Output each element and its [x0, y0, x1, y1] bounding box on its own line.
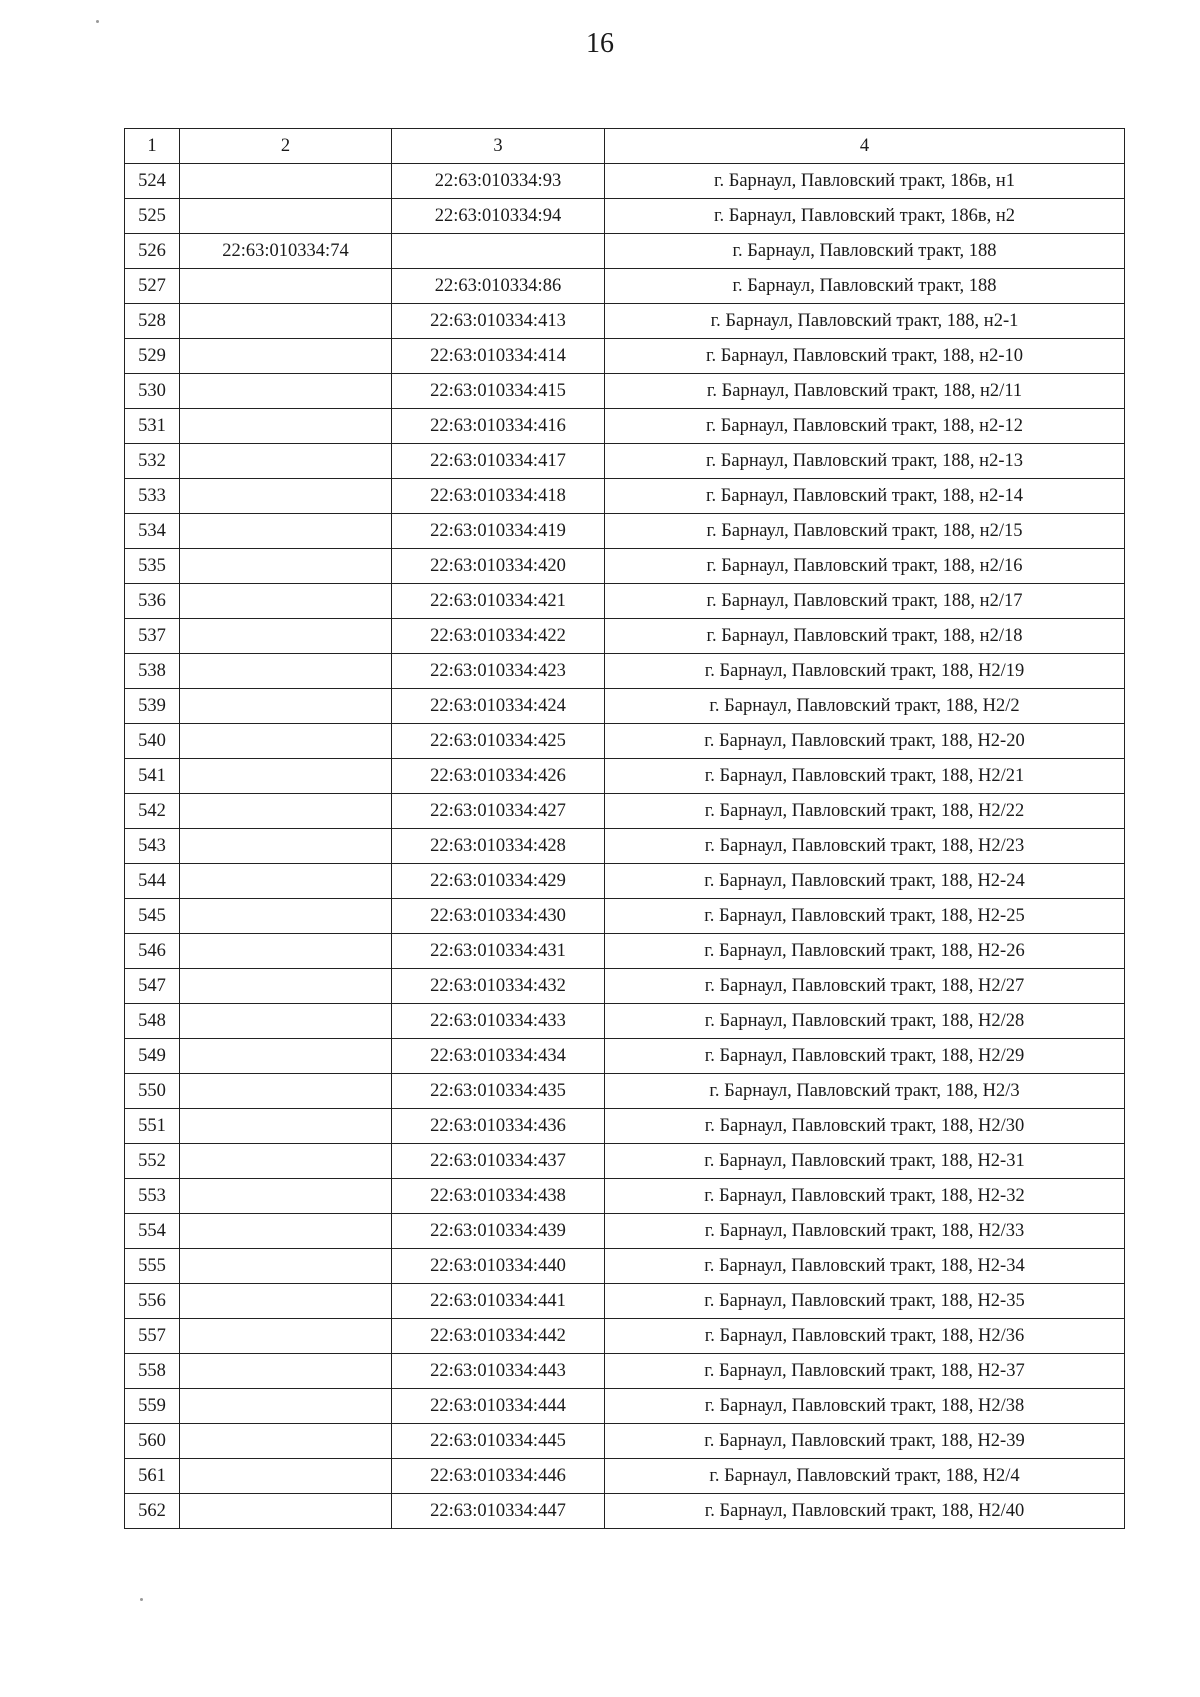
row-number-cell: 557 — [125, 1319, 180, 1354]
cadastral-number-land-cell — [180, 199, 392, 234]
cadastral-number-land-cell — [180, 899, 392, 934]
cadastral-number-land-cell — [180, 549, 392, 584]
address-cell: г. Барнаул, Павловский тракт, 188, н2/11 — [605, 374, 1125, 409]
table-row — [125, 724, 1125, 759]
cadastral-number-object-cell: 22:63:010334:415 — [392, 374, 605, 409]
cadastral-number-object-cell: 22:63:010334:434 — [392, 1039, 605, 1074]
table-row — [125, 514, 1125, 549]
cadastral-number-land-cell — [180, 479, 392, 514]
table-row — [125, 199, 1125, 234]
address-cell: г. Барнаул, Павловский тракт, 188 — [605, 234, 1125, 269]
table-row — [125, 759, 1125, 794]
address-cell: г. Барнаул, Павловский тракт, 188, Н2-26 — [605, 934, 1125, 969]
cadastral-number-land-cell — [180, 1214, 392, 1249]
cadastral-number-object-cell: 22:63:010334:413 — [392, 304, 605, 339]
row-number-cell: 532 — [125, 444, 180, 479]
address-cell: г. Барнаул, Павловский тракт, 188, Н2/4 — [605, 1459, 1125, 1494]
table-row — [125, 479, 1125, 514]
address-cell: г. Барнаул, Павловский тракт, 188, н2/18 — [605, 619, 1125, 654]
address-cell: г. Барнаул, Павловский тракт, 188, Н2/30 — [605, 1109, 1125, 1144]
cadastral-number-object-cell: 22:63:010334:417 — [392, 444, 605, 479]
cadastral-number-object-cell: 22:63:010334:421 — [392, 584, 605, 619]
address-cell: г. Барнаул, Павловский тракт, 188, Н2/33 — [605, 1214, 1125, 1249]
address-cell: г. Барнаул, Павловский тракт, 188, н2/15 — [605, 514, 1125, 549]
cadastral-number-land-cell — [180, 654, 392, 689]
cadastral-number-object-cell: 22:63:010334:440 — [392, 1249, 605, 1284]
cadastral-number-object-cell: 22:63:010334:422 — [392, 619, 605, 654]
cadastral-number-land-cell — [180, 1284, 392, 1319]
table-row — [125, 1074, 1125, 1109]
cadastral-number-land-cell — [180, 1494, 392, 1529]
address-cell: г. Барнаул, Павловский тракт, 188 — [605, 269, 1125, 304]
cadastral-number-land-cell — [180, 759, 392, 794]
table-row — [125, 1109, 1125, 1144]
cadastral-number-land-cell — [180, 339, 392, 374]
cadastral-number-land-cell — [180, 409, 392, 444]
address-cell: г. Барнаул, Павловский тракт, 188, Н2/21 — [605, 759, 1125, 794]
table-row — [125, 794, 1125, 829]
table-row — [125, 584, 1125, 619]
row-number-cell: 544 — [125, 864, 180, 899]
cadastral-number-object-cell: 22:63:010334:447 — [392, 1494, 605, 1529]
cadastral-number-land-cell — [180, 1039, 392, 1074]
cadastral-number-object-cell: 22:63:010334:430 — [392, 899, 605, 934]
address-cell: г. Барнаул, Павловский тракт, 188, Н2/22 — [605, 794, 1125, 829]
table-row — [125, 969, 1125, 1004]
address-cell: г. Барнаул, Павловский тракт, 188, Н2/3 — [605, 1074, 1125, 1109]
scan-speck — [96, 20, 99, 23]
row-number-cell: 539 — [125, 689, 180, 724]
row-number-cell: 536 — [125, 584, 180, 619]
table-row — [125, 864, 1125, 899]
cadastral-number-object-cell: 22:63:010334:427 — [392, 794, 605, 829]
page-number: 16 — [586, 28, 614, 59]
cadastral-number-object-cell: 22:63:010334:418 — [392, 479, 605, 514]
row-number-cell: 529 — [125, 339, 180, 374]
cadastral-number-object-cell: 22:63:010334:414 — [392, 339, 605, 374]
row-number-cell: 559 — [125, 1389, 180, 1424]
table-row — [125, 1284, 1125, 1319]
cadastral-number-object-cell: 22:63:010334:442 — [392, 1319, 605, 1354]
row-number-cell: 561 — [125, 1459, 180, 1494]
cadastral-number-object-cell: 22:63:010334:93 — [392, 164, 605, 199]
table-row — [125, 1389, 1125, 1424]
cadastral-number-land-cell — [180, 689, 392, 724]
address-cell: г. Барнаул, Павловский тракт, 188, Н2/40 — [605, 1494, 1125, 1529]
address-cell: г. Барнаул, Павловский тракт, 188, Н2/2 — [605, 689, 1125, 724]
table-row — [125, 444, 1125, 479]
cadastral-number-object-cell: 22:63:010334:431 — [392, 934, 605, 969]
column-header-1: 1 — [125, 129, 180, 164]
row-number-cell: 534 — [125, 514, 180, 549]
table-row — [125, 1319, 1125, 1354]
table-row — [125, 1179, 1125, 1214]
address-cell: г. Барнаул, Павловский тракт, 188, Н2-24 — [605, 864, 1125, 899]
cadastral-number-land-cell — [180, 619, 392, 654]
row-number-cell: 548 — [125, 1004, 180, 1039]
row-number-cell: 551 — [125, 1109, 180, 1144]
table-row — [125, 374, 1125, 409]
row-number-cell: 528 — [125, 304, 180, 339]
cadastral-number-object-cell: 22:63:010334:433 — [392, 1004, 605, 1039]
address-cell: г. Барнаул, Павловский тракт, 188, н2-10 — [605, 339, 1125, 374]
address-cell: г. Барнаул, Павловский тракт, 186в, н2 — [605, 199, 1125, 234]
cadastral-number-land-cell — [180, 829, 392, 864]
cadastral-number-object-cell: 22:63:010334:416 — [392, 409, 605, 444]
table-row — [125, 829, 1125, 864]
table-row — [125, 654, 1125, 689]
cadastral-number-object-cell: 22:63:010334:419 — [392, 514, 605, 549]
cadastral-number-object-cell: 22:63:010334:437 — [392, 1144, 605, 1179]
address-cell: г. Барнаул, Павловский тракт, 188, Н2/38 — [605, 1389, 1125, 1424]
row-number-cell: 553 — [125, 1179, 180, 1214]
table-row — [125, 1144, 1125, 1179]
address-cell: г. Барнаул, Павловский тракт, 188, Н2-25 — [605, 899, 1125, 934]
cadastral-number-land-cell — [180, 374, 392, 409]
row-number-cell: 558 — [125, 1354, 180, 1389]
table-row — [125, 1039, 1125, 1074]
address-cell: г. Барнаул, Павловский тракт, 186в, н1 — [605, 164, 1125, 199]
table-row — [125, 339, 1125, 374]
cadastral-number-land-cell — [180, 864, 392, 899]
table-row — [125, 549, 1125, 584]
column-header-4: 4 — [605, 129, 1125, 164]
row-number-cell: 555 — [125, 1249, 180, 1284]
cadastral-number-land-cell — [180, 1319, 392, 1354]
cadastral-number-land-cell — [180, 1424, 392, 1459]
address-cell: г. Барнаул, Павловский тракт, 188, Н2/27 — [605, 969, 1125, 1004]
cadastral-number-object-cell: 22:63:010334:420 — [392, 549, 605, 584]
row-number-cell: 562 — [125, 1494, 180, 1529]
cadastral-number-land-cell — [180, 969, 392, 1004]
column-header-2: 2 — [180, 129, 392, 164]
row-number-cell: 535 — [125, 549, 180, 584]
row-number-cell: 543 — [125, 829, 180, 864]
cadastral-number-object-cell: 22:63:010334:441 — [392, 1284, 605, 1319]
row-number-cell: 525 — [125, 199, 180, 234]
table-row — [125, 1459, 1125, 1494]
table-row — [125, 899, 1125, 934]
table-row — [125, 1249, 1125, 1284]
row-number-cell: 546 — [125, 934, 180, 969]
cadastral-number-land-cell — [180, 164, 392, 199]
address-cell: г. Барнаул, Павловский тракт, 188, Н2-34 — [605, 1249, 1125, 1284]
cadastral-number-object-cell: 22:63:010334:439 — [392, 1214, 605, 1249]
row-number-cell: 560 — [125, 1424, 180, 1459]
cadastral-number-land-cell — [180, 1074, 392, 1109]
address-cell: г. Барнаул, Павловский тракт, 188, Н2/36 — [605, 1319, 1125, 1354]
table-row — [125, 409, 1125, 444]
row-number-cell: 537 — [125, 619, 180, 654]
cadastral-number-land-cell — [180, 304, 392, 339]
cadastral-number-object-cell: 22:63:010334:435 — [392, 1074, 605, 1109]
row-number-cell: 541 — [125, 759, 180, 794]
table-row — [125, 234, 1125, 269]
scan-speck — [140, 1598, 143, 1601]
cadastral-number-land-cell — [180, 1354, 392, 1389]
row-number-cell: 554 — [125, 1214, 180, 1249]
cadastral-number-object-cell: 22:63:010334:423 — [392, 654, 605, 689]
cadastral-number-land-cell — [180, 269, 392, 304]
column-header-3: 3 — [392, 129, 605, 164]
address-cell: г. Барнаул, Павловский тракт, 188, Н2-35 — [605, 1284, 1125, 1319]
row-number-cell: 526 — [125, 234, 180, 269]
cadastral-number-land-cell — [180, 934, 392, 969]
row-number-cell: 556 — [125, 1284, 180, 1319]
cadastral-number-land-cell — [180, 514, 392, 549]
cadastral-number-land-cell — [180, 1004, 392, 1039]
cadastral-number-object-cell: 22:63:010334:443 — [392, 1354, 605, 1389]
address-cell: г. Барнаул, Павловский тракт, 188, н2-14 — [605, 479, 1125, 514]
cadastral-number-object-cell: 22:63:010334:94 — [392, 199, 605, 234]
cadastral-number-land-cell — [180, 444, 392, 479]
table-row — [125, 934, 1125, 969]
cadastral-number-land-cell — [180, 1109, 392, 1144]
table-body — [125, 164, 1125, 1529]
address-cell: г. Барнаул, Павловский тракт, 188, н2/16 — [605, 549, 1125, 584]
cadastral-number-land-cell — [180, 1249, 392, 1284]
cadastral-number-object-cell: 22:63:010334:438 — [392, 1179, 605, 1214]
address-cell: г. Барнаул, Павловский тракт, 188, Н2-31 — [605, 1144, 1125, 1179]
table-row — [125, 1424, 1125, 1459]
cadastral-number-object-cell: 22:63:010334:425 — [392, 724, 605, 759]
address-cell: г. Барнаул, Павловский тракт, 188, Н2/23 — [605, 829, 1125, 864]
row-number-cell: 533 — [125, 479, 180, 514]
cadastral-number-object-cell: 22:63:010334:429 — [392, 864, 605, 899]
cadastral-number-land-cell — [180, 584, 392, 619]
cadastral-number-object-cell: 22:63:010334:424 — [392, 689, 605, 724]
row-number-cell: 549 — [125, 1039, 180, 1074]
cadastral-number-object-cell: 22:63:010334:426 — [392, 759, 605, 794]
row-number-cell: 547 — [125, 969, 180, 1004]
table-row — [125, 1494, 1125, 1529]
table-row — [125, 1004, 1125, 1039]
address-cell: г. Барнаул, Павловский тракт, 188, н2/17 — [605, 584, 1125, 619]
cadastral-number-object-cell: 22:63:010334:446 — [392, 1459, 605, 1494]
table-row — [125, 269, 1125, 304]
address-cell: г. Барнаул, Павловский тракт, 188, Н2-32 — [605, 1179, 1125, 1214]
row-number-cell: 550 — [125, 1074, 180, 1109]
cadastral-number-object-cell — [392, 234, 605, 269]
cadastral-number-object-cell: 22:63:010334:436 — [392, 1109, 605, 1144]
address-cell: г. Барнаул, Павловский тракт, 188, н2-13 — [605, 444, 1125, 479]
address-cell: г. Барнаул, Павловский тракт, 188, Н2-37 — [605, 1354, 1125, 1389]
row-number-cell: 540 — [125, 724, 180, 759]
row-number-cell: 531 — [125, 409, 180, 444]
cadastral-number-object-cell: 22:63:010334:432 — [392, 969, 605, 1004]
cadastral-number-land-cell — [180, 1144, 392, 1179]
address-cell: г. Барнаул, Павловский тракт, 188, Н2-20 — [605, 724, 1125, 759]
cadastral-number-object-cell: 22:63:010334:444 — [392, 1389, 605, 1424]
row-number-cell: 530 — [125, 374, 180, 409]
row-number-cell: 542 — [125, 794, 180, 829]
row-number-cell: 552 — [125, 1144, 180, 1179]
cadastral-number-land-cell — [180, 1389, 392, 1424]
address-cell: г. Барнаул, Павловский тракт, 188, Н2/28 — [605, 1004, 1125, 1039]
cadastral-number-land-cell: 22:63:010334:74 — [180, 234, 392, 269]
cadastral-number-land-cell — [180, 724, 392, 759]
registry-table — [124, 128, 1125, 1529]
address-cell: г. Барнаул, Павловский тракт, 188, н2-12 — [605, 409, 1125, 444]
table-row — [125, 689, 1125, 724]
cadastral-number-object-cell: 22:63:010334:86 — [392, 269, 605, 304]
row-number-cell: 538 — [125, 654, 180, 689]
table-header-row — [125, 129, 1125, 164]
table-row — [125, 1214, 1125, 1249]
table-row — [125, 164, 1125, 199]
address-cell: г. Барнаул, Павловский тракт, 188, Н2/19 — [605, 654, 1125, 689]
cadastral-number-object-cell: 22:63:010334:428 — [392, 829, 605, 864]
row-number-cell: 527 — [125, 269, 180, 304]
row-number-cell: 524 — [125, 164, 180, 199]
row-number-cell: 545 — [125, 899, 180, 934]
address-cell: г. Барнаул, Павловский тракт, 188, Н2/29 — [605, 1039, 1125, 1074]
cadastral-number-land-cell — [180, 1179, 392, 1214]
table-row — [125, 1354, 1125, 1389]
cadastral-number-land-cell — [180, 794, 392, 829]
table-row — [125, 619, 1125, 654]
table-row — [125, 304, 1125, 339]
cadastral-number-land-cell — [180, 1459, 392, 1494]
cadastral-number-object-cell: 22:63:010334:445 — [392, 1424, 605, 1459]
address-cell: г. Барнаул, Павловский тракт, 188, н2-1 — [605, 304, 1125, 339]
address-cell: г. Барнаул, Павловский тракт, 188, Н2-39 — [605, 1424, 1125, 1459]
